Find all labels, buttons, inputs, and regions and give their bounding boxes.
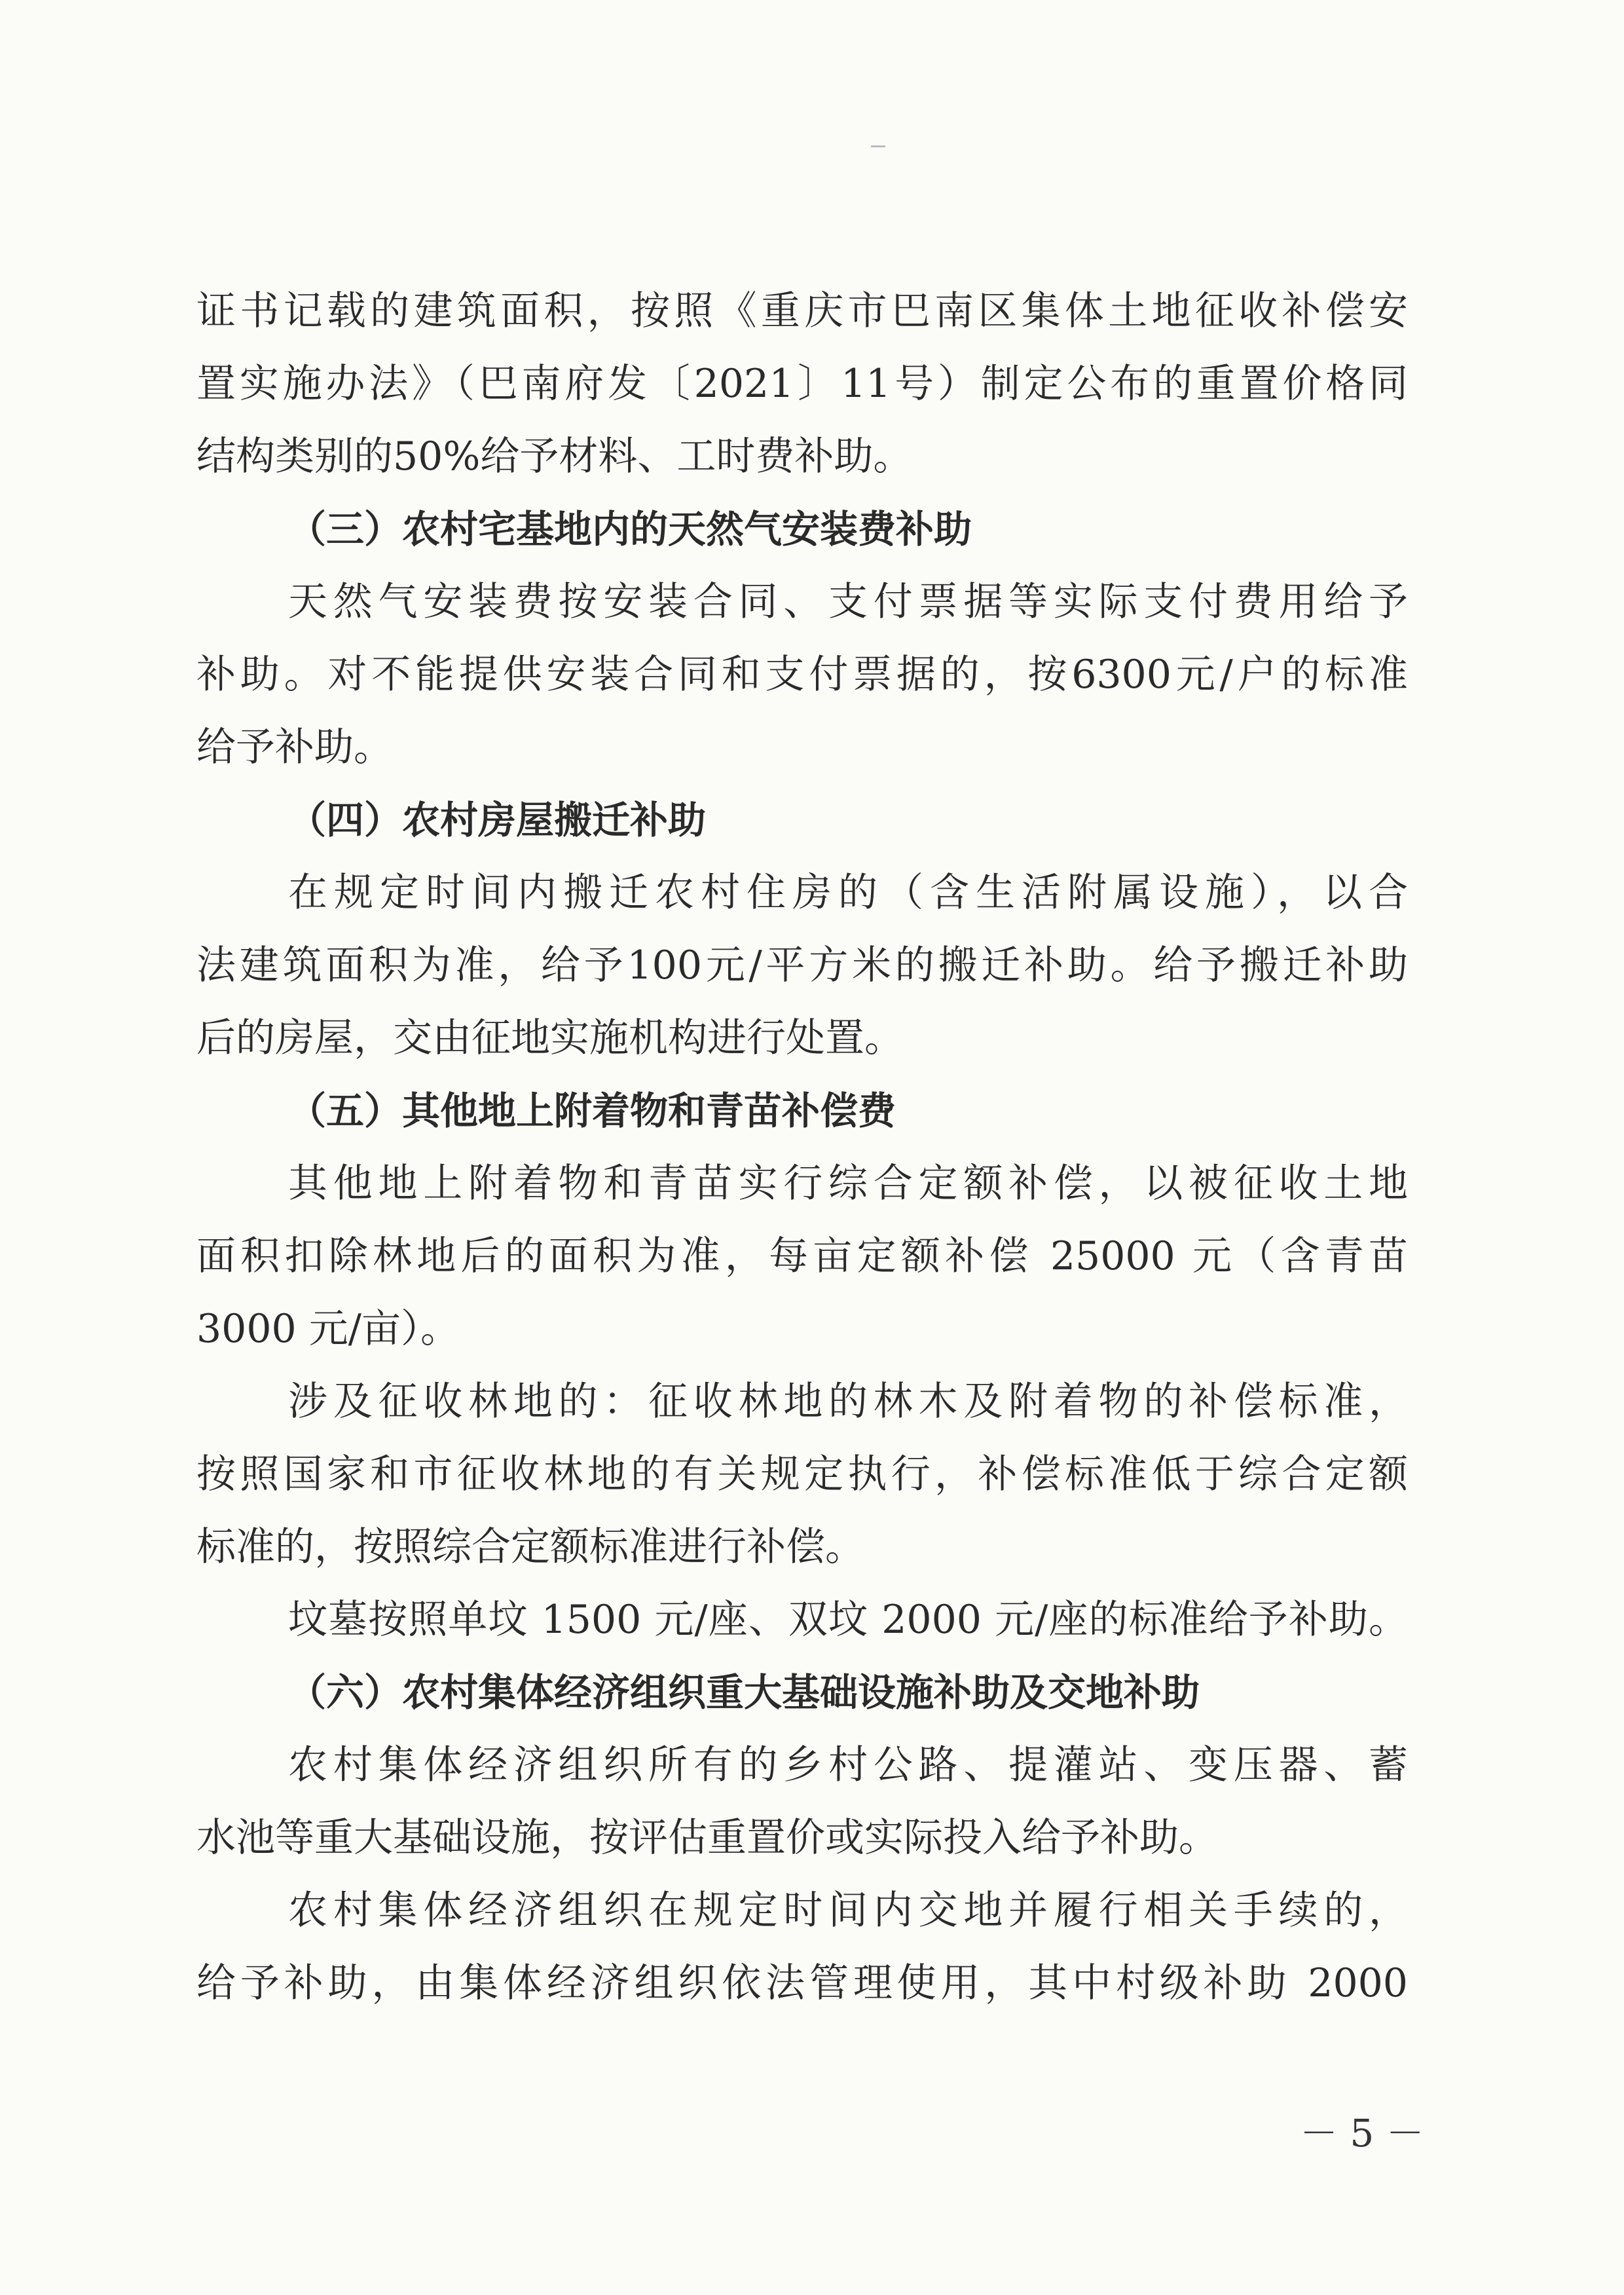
text-line: 给予补助，由集体经济组织依法管理使用，其中村级补助 2000 xyxy=(196,1960,1408,2006)
scan-mark xyxy=(871,145,885,147)
text-line: 3000 元/亩）。 xyxy=(196,1306,460,1352)
text-line: 在规定时间内搬迁农村住房的（含生活附属设施），以合 xyxy=(288,870,1408,916)
text-line: 涉及征收林地的：征收林地的林木及附着物的补偿标准， xyxy=(288,1379,1408,1425)
section-heading: （四）农村房屋搬迁补助 xyxy=(288,798,707,842)
text-line: 结构类别的50%给予材料、工时费补助。 xyxy=(196,434,913,479)
text-line: 面积扣除林地后的面积为准，每亩定额补偿 25000 元（含青苗 xyxy=(196,1233,1408,1279)
text-line: 后的房屋，交由征地实施机构进行处置。 xyxy=(196,1015,904,1061)
text-line: 补助。对不能提供安装合同和支付票据的，按6300元/户的标准 xyxy=(196,652,1408,698)
text-line: 水池等重大基础设施，按评估重置价或实际投入给予补助。 xyxy=(196,1815,1218,1861)
text-line: 天然气安装费按安装合同、支付票据等实际支付费用给予 xyxy=(288,579,1408,625)
document-body xyxy=(196,275,1408,2020)
text-line: 法建筑面积为准，给予100元/平方米的搬迁补助。给予搬迁补助 xyxy=(196,942,1408,988)
page-number: － 5 － xyxy=(1300,2111,1424,2155)
text-line: 标准的，按照综合定额标准进行补偿。 xyxy=(196,1524,864,1570)
section-heading: （五）其他地上附着物和青苗补偿费 xyxy=(288,1089,896,1133)
text-line: 按照国家和市征收林地的有关规定执行，补偿标准低于综合定额 xyxy=(196,1451,1408,1497)
text-line: 证书记载的建筑面积，按照《重庆市巴南区集体土地征收补偿安 xyxy=(196,288,1408,334)
section-heading: （三）农村宅基地内的天然气安装费补助 xyxy=(288,507,972,551)
text-line: 置实施办法》（巴南府发〔2021〕11号）制定公布的重置价格同 xyxy=(196,361,1408,407)
text-line: 坟墓按照单坟 1500 元/座、双坟 2000 元/座的标准给予补助。 xyxy=(288,1597,1408,1643)
text-line: 其他地上附着物和青苗实行综合定额补偿，以被征收土地 xyxy=(288,1161,1408,1206)
text-line: 农村集体经济组织在规定时间内交地并履行相关手续的， xyxy=(288,1888,1408,1933)
text-line: 给予补助。 xyxy=(196,724,393,770)
text-line: 农村集体经济组织所有的乡村公路、提灌站、变压器、蓄 xyxy=(288,1742,1408,1788)
section-heading: （六）农村集体经济组织重大基础设施补助及交地补助 xyxy=(288,1670,1200,1715)
